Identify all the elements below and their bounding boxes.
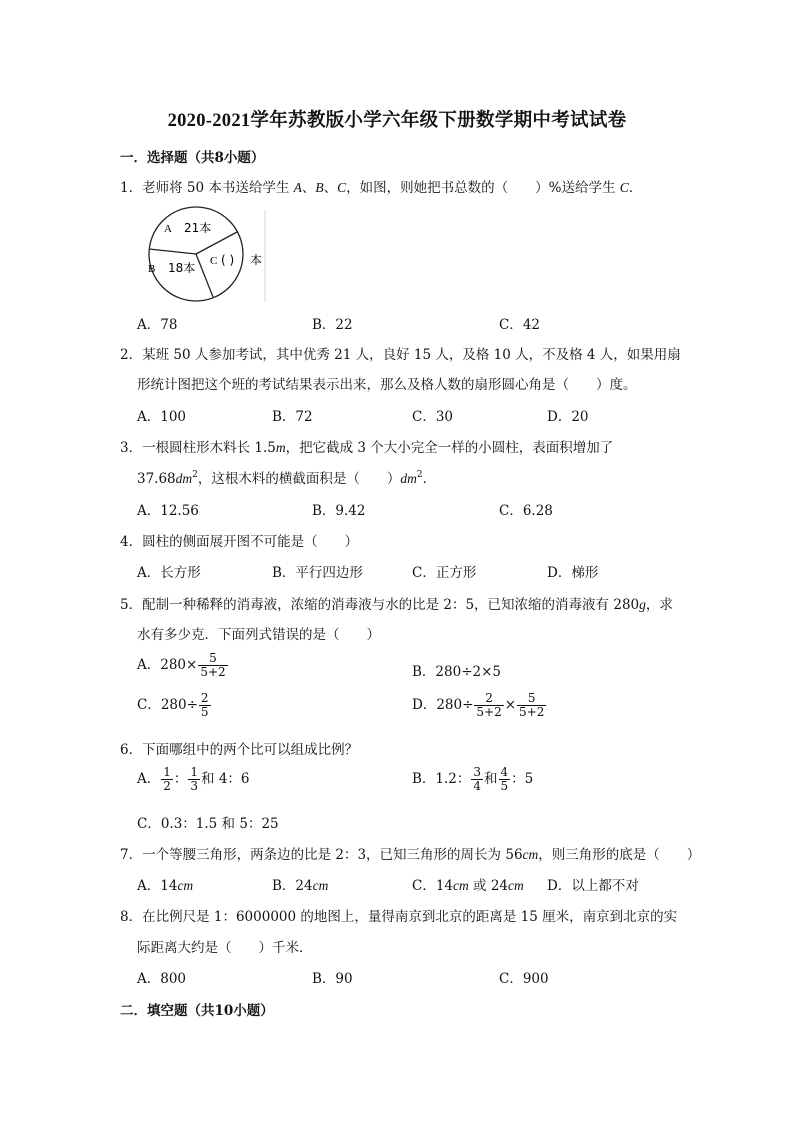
page-title: 2020-2021学年苏教版小学六年级下册数学期中考试试卷: [167, 111, 627, 131]
q1-option-a: A．78: [137, 317, 178, 333]
q5-option-a: A．280× $\frac{5}{5+2}$: [137, 651, 226, 679]
q7-option-d: D．以上都不对: [547, 878, 639, 894]
q3-option-a: A．12.56: [137, 503, 199, 519]
q2-option-b: B．72: [272, 409, 313, 425]
question-3-text-line2: $37.68dm^2$，这根木料的横截面积是（ ）$dm^2$．: [137, 470, 437, 487]
q2-option-c: C．30: [412, 409, 454, 425]
pie-label-b-value: 18本: [168, 261, 196, 275]
pie-label-c-blank: ( ): [221, 253, 235, 267]
fraction: $\frac{2}{5}$: [200, 691, 209, 719]
section-heading-fill-blank: 二．填空题（共10小题）: [120, 1003, 274, 1019]
fraction: $\frac{1}{3}$: [190, 765, 199, 793]
fraction: $\frac{5}{5+2}$: [519, 691, 545, 719]
q1-option-c: C．42: [499, 317, 541, 333]
question-8-text-line1: 8．在比例尺是 1：6000000 的地图上，量得南京到北京的距离是 15 厘米，南京到北京的实: [120, 909, 678, 925]
question-2-text-line2: 形统计图把这个班的考试结果表示出来，那么及格人数的扇形圆心角是（ ）度。: [137, 377, 637, 393]
q4-option-b: B．平行四边形: [272, 565, 363, 581]
pie-label-c-letter: C: [210, 255, 218, 267]
question-5-text-line2: 水有多少克．下面列式错误的是（ ）: [137, 627, 380, 643]
q7-option-a: A．14cm: [137, 878, 194, 894]
q5-option-b: B．280÷2×5: [412, 664, 501, 680]
q3-option-b: B．9.42: [312, 503, 366, 519]
pie-label-c-unit: 本: [250, 253, 263, 267]
question-6-text: 6．下面哪组中的两个比可以组成比例？: [120, 742, 359, 758]
q8-option-c: C．900: [499, 971, 549, 987]
question-4-text: 4．圆柱的侧面展开图不可能是（ ）: [120, 534, 359, 550]
question-8-text-line2: 际距离大约是（ ）千米．: [137, 940, 313, 956]
q5-option-c: C．280÷ $\frac{2}{5}$: [137, 691, 209, 719]
q4-option-d: D．梯形: [547, 565, 599, 581]
q6-option-b: B．1.2： $\frac{3}{4}$ 和 $\frac{4}{5}$ ：5: [412, 765, 534, 793]
q7-option-b: B．24cm: [272, 878, 329, 894]
fraction: $\frac{5}{5+2}$: [200, 651, 226, 679]
q1-option-b: B．22: [312, 317, 353, 333]
question-5-text-line1: 5．配制一种稀释的消毒液，浓缩的消毒液与水的比是 2：5，已知浓缩的消毒液有 280g，求: [120, 597, 673, 613]
pie-label-a-letter: A: [164, 223, 172, 235]
q2-option-a: A．100: [137, 409, 187, 425]
fraction: $\frac{1}{2}$: [163, 765, 171, 793]
q3-option-c: C．6.28: [499, 503, 553, 519]
question-1-text: 1．老师将 50 本书送给学生 A、B、C，如图，则她把书总数的（ ）%送给学生 C．: [120, 180, 643, 196]
section-heading-choice: 一．选择题（共8小题）: [120, 150, 265, 166]
question-7-text: 7．一个等腰三角形，两条边的比是 2：3，已知三角形的周长为 56cm，则三角形的底是（ ）: [120, 847, 701, 863]
q5-option-d: D．280÷ $\frac{2}{5+2}$ × $\frac{5}{5+2}$: [412, 691, 545, 719]
pie-label-a-value: 21本: [184, 221, 212, 235]
q7-option-c: C．14cm 或 24cm: [412, 878, 524, 894]
q6-option-a: A． $\frac{1}{2}$ ： $\frac{1}{3}$ 和 4：6: [137, 765, 250, 793]
q6-option-c: C．0.3：1.5 和 5：25: [137, 816, 279, 832]
fraction: $\frac{2}{5+2}$: [476, 691, 502, 719]
question-2-text-line1: 2．某班 50 人参加考试，其中优秀 21 人，良好 15 人，及格 10 人，不及格 4 人，如果用扇: [120, 347, 681, 363]
pie-label-b-letter: B: [148, 263, 156, 275]
question-3-text-line1: 3．一根圆柱形木料长 1.5m，把它截成 3 个大小完全一样的小圆柱，表面积增加了: [120, 440, 614, 456]
pie-chart-figure: [134, 204, 269, 304]
q8-option-b: B．90: [312, 971, 353, 987]
q8-option-a: A．800: [137, 971, 187, 987]
q4-option-a: A．长方形: [137, 565, 201, 581]
q4-option-c: C．正方形: [412, 565, 477, 581]
q2-option-d: D．20: [547, 409, 589, 425]
fraction: $\frac{3}{4}$: [473, 765, 482, 793]
fraction: $\frac{4}{5}$: [500, 765, 509, 793]
